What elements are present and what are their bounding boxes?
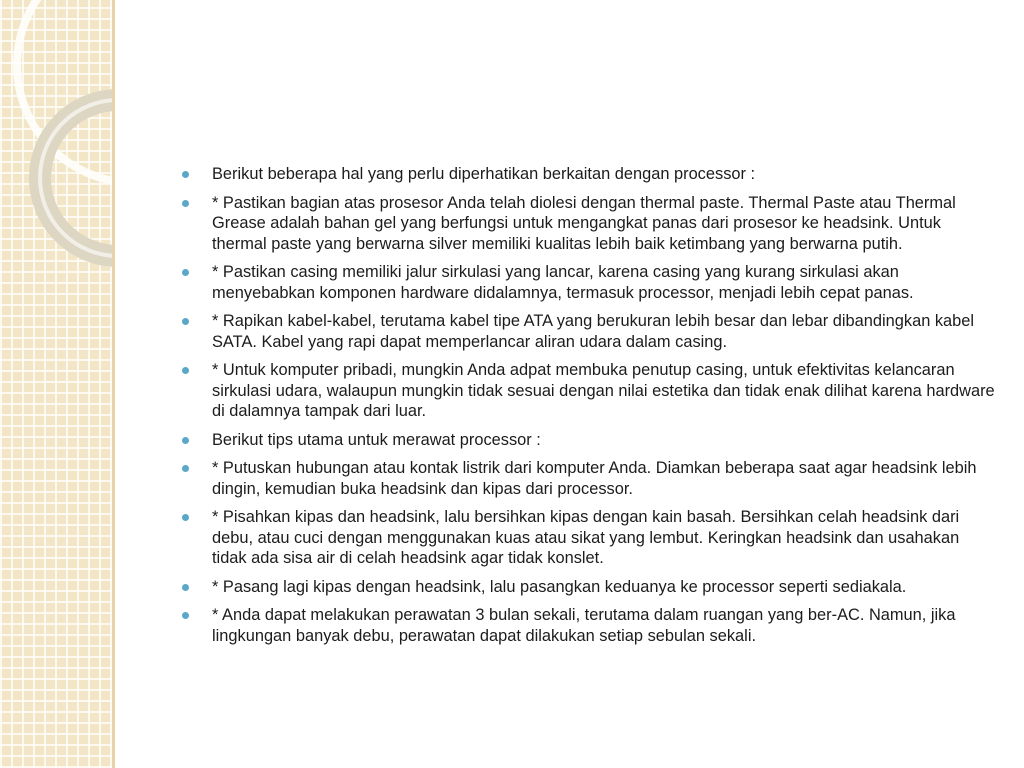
- list-item: [182, 577, 997, 598]
- bullet-icon: [182, 269, 189, 276]
- list-item: [182, 360, 997, 422]
- bullet-icon: [182, 318, 189, 325]
- bullet-list: [182, 164, 997, 646]
- decorative-rings: [0, 0, 112, 768]
- bullet-icon: [182, 171, 189, 178]
- bullet-text: * Pastikan bagian atas prosesor Anda telah diolesi dengan thermal paste. Thermal Paste atau Thermal Grease adalah bahan gel yang berfungsi untuk mengangkat panas dari prosesor ke headsink. Untuk thermal paste yang berwarna silver memiliki kualitas lebih baik ketimbang yang berwarna putih.: [212, 193, 956, 253]
- bullet-icon: [182, 584, 189, 591]
- slide-content: [182, 164, 997, 654]
- bullet-text: * Pastikan casing memiliki jalur sirkulasi yang lancar, karena casing yang kurang sirkulasi akan menyebabkan komponen hardware didalamnya, termasuk processor, menjadi lebih cepat panas.: [212, 263, 914, 302]
- side-panel-edge: [112, 0, 115, 768]
- bullet-text: * Rapikan kabel-kabel, terutama kabel tipe ATA yang berukuran lebih besar dan lebar dibandingkan kabel SATA. Kabel yang rapi dapat memperlancar aliran udara dalam casing.: [212, 312, 975, 351]
- bullet-icon: [182, 465, 189, 472]
- bullet-icon: [182, 514, 189, 521]
- bullet-icon: [182, 367, 189, 374]
- bullet-text: * Anda dapat melakukan perawatan 3 bulan sekali, terutama dalam ruangan yang ber-AC. Namun, jika lingkungan banyak debu, perawatan dapat dilakukan setiap sebulan sekali.: [212, 606, 956, 645]
- bullet-text: * Untuk komputer pribadi, mungkin Anda adpat membuka penutup casing, untuk efektivitas kelancaran sirkulasi udara, walaupun mungkin tidak sesuai dengan nilai estetika dan tidak enak dilihat karena hardware di dalamnya tampak dari luar.: [212, 361, 995, 420]
- list-item: [182, 458, 997, 499]
- bullet-text: Berikut tips utama untuk merawat processor :: [212, 430, 541, 449]
- list-item: [182, 193, 997, 255]
- list-item: [182, 164, 997, 185]
- list-item: [182, 262, 997, 303]
- bullet-icon: [182, 437, 189, 444]
- list-item: [182, 430, 997, 451]
- list-item: [182, 507, 997, 569]
- bullet-text: * Putuskan hubungan atau kontak listrik dari komputer Anda. Diamkan beberapa saat agar headsink lebih dingin, kemudian buka headsink dan kipas dari processor.: [212, 459, 977, 498]
- bullet-text: * Pasang lagi kipas dengan headsink, lalu pasangkan keduanya ke processor seperti sediakala.: [212, 577, 907, 596]
- list-item: [182, 605, 997, 646]
- bullet-icon: [182, 612, 189, 619]
- bullet-icon: [182, 200, 189, 207]
- list-item: [182, 311, 997, 352]
- decorative-side-panel: [0, 0, 112, 768]
- bullet-text: Berikut beberapa hal yang perlu diperhatikan berkaitan dengan processor :: [212, 165, 756, 183]
- bullet-text: * Pisahkan kipas dan headsink, lalu bersihkan kipas dengan kain basah. Bersihkan celah headsink dari debu, atau cuci dengan menggunakan kuas atau sikat yang lembut. Keringkan headsink dan usahakan tidak ada sisa air di celah headsink agar tidak konslet.: [212, 508, 960, 567]
